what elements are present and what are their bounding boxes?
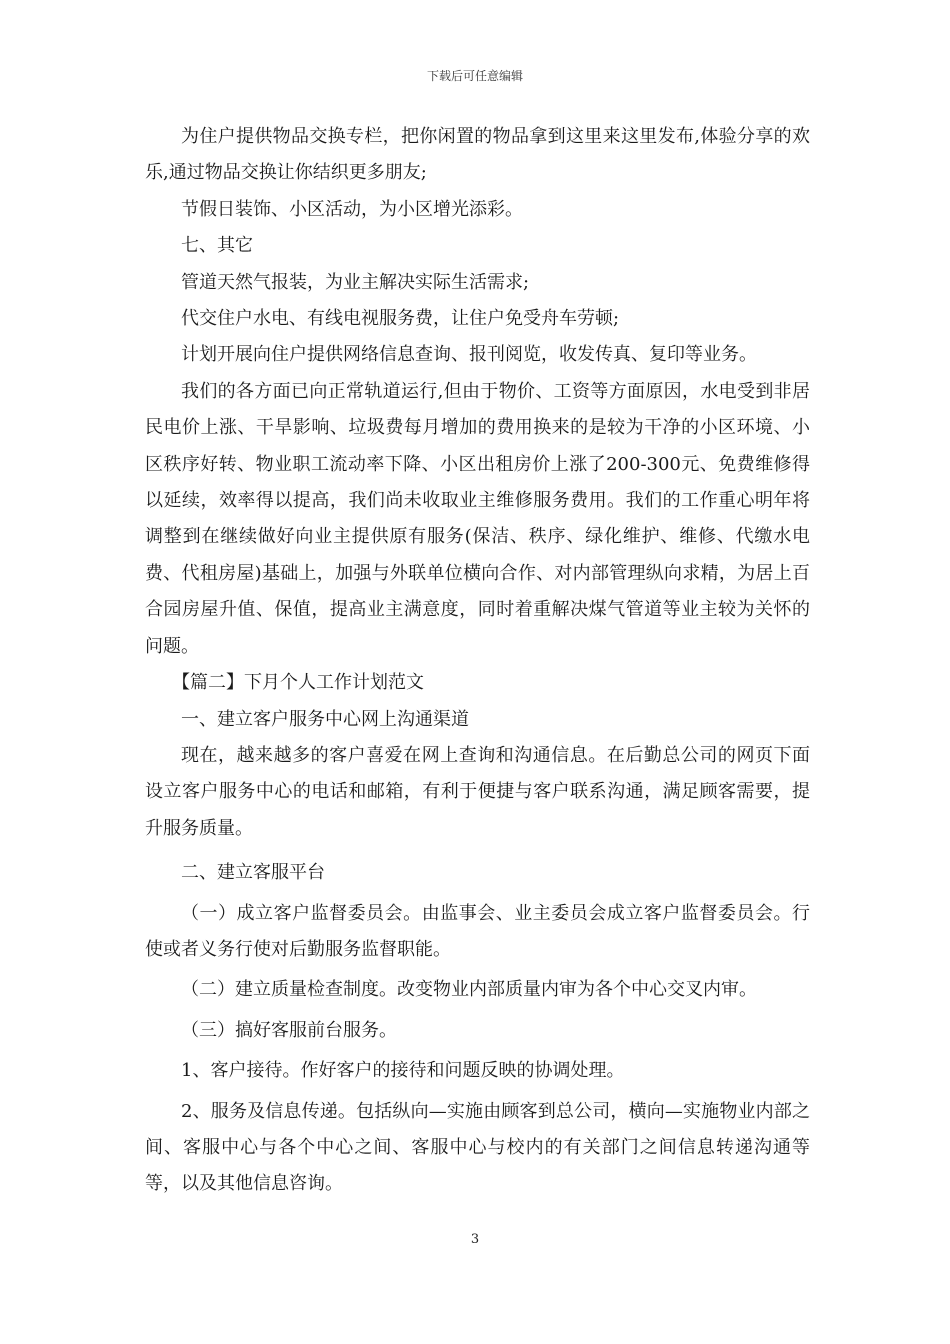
section-heading: 二、建立客服平台 — [181, 862, 325, 884]
article-heading: 【篇二】下月个人工作计划范文 — [172, 672, 424, 694]
paragraph: 节假日装饰、小区活动，为小区增光添彩。 — [181, 198, 523, 220]
paragraph: 现在，越来越多的客户喜爱在网上查询和沟通信息。在后勤总公司的网页下面设立客户服务中心的电话和邮箱，有利于便捷与客户联系沟通，满足顾客需要，提升服务质量。 — [145, 744, 810, 839]
paragraph: 管道天然气报装，为业主解决实际生活需求; — [181, 271, 530, 293]
paragraph: （一）成立客户监督委员会。由监事会、业主委员会成立客户监督委员会。行使或者义务行使对后勤服务监督职能。 — [145, 902, 810, 960]
paragraph: （三）搞好客服前台服务。 — [181, 1019, 397, 1041]
paragraph: 计划开展向住户提供网络信息查询、报刊阅览，收发传真、复印等业务。 — [181, 344, 757, 366]
header-note: 下载后可任意编辑 — [426, 69, 523, 83]
paragraph: 代交住户水电、有线电视服务费，让住户免受舟车劳顿; — [181, 308, 620, 330]
paragraph: 2、服务及信息传递。包括纵向—实施由顾客到总公司，横向—实施物业内部之间、客服中心与各个中心之间、客服中心与校内的有关部门之间信息转递沟通等等，以及其他信息咨询。 — [145, 1100, 810, 1195]
paragraph: 为住户提供物品交换专栏，把你闲置的物品拿到这里来这里发布,体验分享的欢乐,通过物品交换让你结织更多朋友; — [145, 126, 810, 184]
section-heading: 七、其它 — [181, 235, 253, 257]
page-number: 3 — [470, 1232, 480, 1247]
paragraph: 我们的各方面已向正常轨道运行,但由于物价、工资等方面原因，水电受到非居民电价上涨、干旱影响、垃圾费每月增加的费用换来的是较为干净的小区环境、小区秩序好转、物业职工流动率下降、小区出租房价上涨了200-300元、免费维修得以延续，效率得以提高，我们尚未收取业主维修服务费用。我们的工作重心明年将调整到在继续做好向业主提供原有服务(保洁、秩序、绿化维护、维修、代缴水电费、代租房屋)基础上，加强与外联单位横向合作、对内部管理纵向求精，为居上百合园房屋升值、保值，提高业主满意度，同时着重解决煤气管道等业主较为关怀的问题。 — [145, 380, 810, 657]
paragraph: （二）建立质量检查制度。改变物业内部质量内审为各个中心交叉内审。 — [181, 979, 757, 1001]
section-heading: 一、建立客户服务中心网上沟通渠道 — [181, 708, 469, 730]
document-body — [145, 119, 810, 1203]
paragraph: 1、客户接待。作好客户的接待和问题反映的协调处理。 — [181, 1060, 625, 1082]
